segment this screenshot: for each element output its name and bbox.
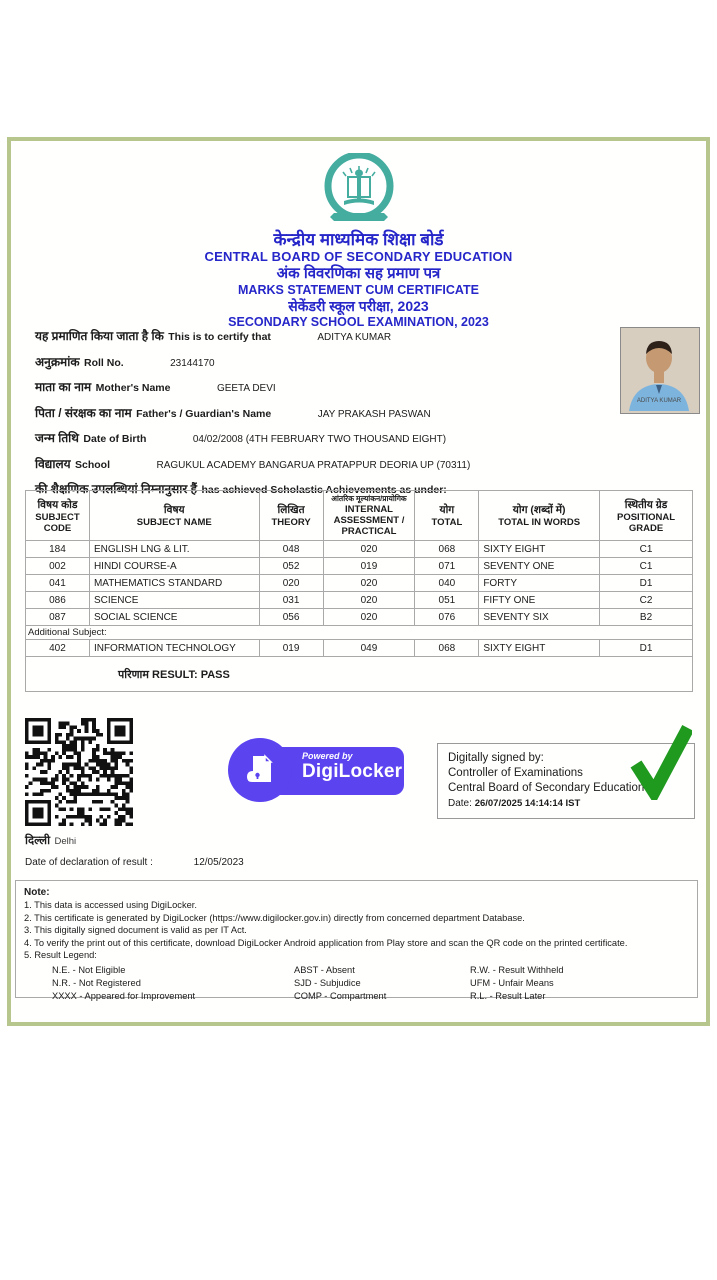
header-subject-name: [89, 491, 259, 541]
header-total: [415, 491, 479, 541]
student-details: [35, 329, 615, 507]
cell-words: SEVENTY SIX: [479, 609, 600, 626]
dob-row: [35, 431, 615, 447]
cell-internal: 019: [323, 558, 415, 575]
father-label-english: Father's / Guardian's Name: [136, 407, 272, 420]
header-hi: योग (शब्दों में): [512, 504, 566, 516]
cell-code: 402: [26, 640, 90, 657]
roll-row: [35, 355, 615, 371]
cell-total: 068: [415, 640, 479, 657]
header-en: INTERNAL ASSESSMENT / PRACTICAL: [333, 504, 405, 537]
certify-label-hindi: यह प्रमाणित किया जाता है कि: [35, 329, 164, 343]
result-legend: [52, 964, 689, 1003]
table-row: [26, 592, 693, 609]
cell-total: 071: [415, 558, 479, 575]
table-row: [26, 558, 693, 575]
student-name-value: ADITYA KUMAR: [317, 332, 392, 343]
declaration-label: Date of declaration of result :: [25, 857, 153, 868]
signature-date-label: Date:: [448, 798, 472, 809]
header-en: THEORY: [271, 517, 311, 528]
digilocker-badge: [228, 738, 404, 804]
table-header-row: [26, 491, 693, 541]
dob-label-english: Date of Birth: [83, 433, 147, 445]
cell-code: 184: [26, 541, 90, 558]
legend-item: R.W. - Result Withheld: [470, 964, 564, 975]
header-en: SUBJECT NAME: [136, 517, 212, 528]
exam-title-english: SECONDARY SCHOOL EXAMINATION, 2023: [228, 315, 489, 329]
cell-internal: 049: [323, 640, 415, 657]
roll-label-hindi: अनुक्रमांक: [35, 354, 80, 369]
digilocker-icon: [228, 738, 292, 802]
cell-code: 002: [26, 558, 90, 575]
mother-label-hindi: माता का नाम: [35, 380, 92, 394]
cell-code: 041: [26, 575, 90, 592]
roll-label-english: Roll No.: [84, 356, 124, 369]
cell-grade: D1: [600, 640, 693, 657]
additional-subject-row: [26, 626, 693, 640]
school-label-hindi: विद्यालय: [35, 456, 71, 471]
header-theory: [259, 491, 323, 541]
legend-column: [294, 964, 470, 1003]
note-line: 4. To verify the print out of this certificate, download DigiLocker Android application from Play store and scan the QR code on the printed certificate.: [24, 937, 628, 948]
doc-title-hindi: अंक विवरणिका सह प्रमाण पत्र: [276, 265, 441, 282]
achievements-label-hindi: की शैक्षणिक उपलब्धियां निम्नानुसार हैं: [35, 482, 198, 496]
header-positional-grade: [600, 491, 693, 541]
legend-column: [470, 964, 564, 1003]
header-en: TOTAL: [431, 517, 463, 528]
legend-item: XXXX - Appeared for Improvement: [52, 990, 196, 1001]
cell-internal: 020: [323, 575, 415, 592]
signer-title: Controller of Examinations: [448, 767, 583, 779]
cell-internal: 020: [323, 592, 415, 609]
digital-signature-box: [437, 743, 695, 819]
signed-by-label: Digitally signed by:: [448, 752, 544, 764]
header-en: TOTAL IN WORDS: [498, 517, 581, 528]
header-hi: आंतरिक मूल्यांकन/प्रायोगिक: [331, 494, 407, 503]
legend-item: N.E. - Not Eligible: [52, 964, 126, 975]
mother-label-english: Mother's Name: [95, 382, 171, 394]
cell-code: 086: [26, 592, 90, 609]
cell-theory: 031: [259, 592, 323, 609]
cell-grade: C2: [600, 592, 693, 609]
cell-internal: 020: [323, 541, 415, 558]
header-hi: स्थितीय ग्रेड: [624, 498, 668, 511]
cell-words: SIXTY EIGHT: [479, 541, 600, 558]
cell-total: 040: [415, 575, 479, 592]
cell-name: SCIENCE: [89, 592, 259, 609]
exam-title-hindi: सेकेंडरी स्कूल परीक्षा, 2023: [288, 298, 429, 314]
cell-total: 051: [415, 592, 479, 609]
father-row: [35, 406, 615, 422]
board-title-hindi: केन्द्रीय माध्यमिक शिक्षा बोर्ड: [273, 230, 444, 249]
school-label-english: School: [75, 458, 111, 471]
table-row: [26, 541, 693, 558]
additional-subject-label: Additional Subject:: [26, 626, 693, 640]
cell-code: 087: [26, 609, 90, 626]
note-line: 1. This data is accessed using DigiLocker.: [24, 900, 197, 910]
header-en: SUBJECT CODE: [35, 511, 80, 534]
certificate-header: [11, 230, 706, 330]
certify-row: [35, 329, 615, 345]
cell-words: FIFTY ONE: [479, 592, 600, 609]
header-subject-code: [26, 491, 90, 541]
legend-column: [52, 964, 294, 1003]
doc-title-english: MARKS STATEMENT CUM CERTIFICATE: [238, 283, 479, 297]
declaration-date-value: 12/05/2023: [193, 857, 244, 868]
note-title: Note:: [24, 887, 50, 898]
place-label: [25, 831, 76, 849]
mother-row: [35, 380, 615, 396]
place-english: Delhi: [54, 836, 77, 847]
mother-name-value: GEETA DEVI: [216, 383, 276, 394]
declaration-row: [25, 857, 244, 868]
marks-table: [25, 490, 693, 692]
signature-date-value: 26/07/2025 14:14:14 IST: [474, 798, 581, 809]
header-hi: लिखित: [277, 504, 305, 516]
cell-words: SEVENTY ONE: [479, 558, 600, 575]
cell-grade: C1: [600, 558, 693, 575]
legend-item: SJD - Subjudice: [294, 977, 361, 988]
cell-theory: 056: [259, 609, 323, 626]
cell-name: ENGLISH LNG & LIT.: [89, 541, 259, 558]
cell-name: MATHEMATICS STANDARD: [89, 575, 259, 592]
result-value: परिणाम RESULT: PASS: [26, 657, 693, 692]
cell-name: HINDI COURSE-A: [89, 558, 259, 575]
dob-value: 04/02/2008 (4TH FEBRUARY TWO THOUSAND EIGHT): [192, 434, 447, 445]
roll-no-value: 23144170: [170, 357, 215, 369]
place-hindi: दिल्ली: [25, 835, 51, 847]
header-total-in-words: [479, 491, 600, 541]
cell-total: 076: [415, 609, 479, 626]
dob-label-hindi: जन्म तिथि: [35, 431, 79, 445]
header-hi: योग: [439, 504, 455, 516]
father-label-hindi: पिता / संरक्षक का नाम: [35, 405, 132, 420]
school-row: [35, 457, 615, 473]
digilocker-text: [302, 751, 402, 782]
cbse-emblem-icon: [11, 153, 706, 234]
qr-code: [25, 718, 133, 826]
school-value: RAGUKUL ACADEMY BANGARUA PRATAPPUR DEORIA UP (70311): [156, 459, 471, 471]
cell-grade: C1: [600, 541, 693, 558]
cell-theory: 019: [259, 640, 323, 657]
cell-theory: 052: [259, 558, 323, 575]
cell-words: SIXTY EIGHT: [479, 640, 600, 657]
achievements-label-english: has achieved Scholastic Achievements as under:: [201, 484, 447, 496]
board-title-english: CENTRAL BOARD OF SECONDARY EDUCATION: [204, 249, 513, 264]
student-photo: [620, 327, 700, 414]
table-row: [26, 609, 693, 626]
legend-item: ABST - Absent: [294, 964, 355, 975]
result-row: [26, 657, 693, 692]
header-hi: विषय कोड: [37, 498, 78, 511]
header-hi: विषय: [163, 504, 185, 516]
legend-item: UFM - Unfair Means: [470, 977, 554, 988]
powered-by-label: Powered by: [302, 751, 353, 761]
table-row: [26, 640, 693, 657]
header-en: POSITIONAL GRADE: [617, 511, 676, 534]
table-row: [26, 575, 693, 592]
cell-grade: D1: [600, 575, 693, 592]
photo-caption: ADITYA KUMAR: [636, 398, 682, 404]
father-name-value: JAY PRAKASH PASWAN: [317, 408, 431, 420]
cell-name: INFORMATION TECHNOLOGY: [89, 640, 259, 657]
cell-theory: 020: [259, 575, 323, 592]
legend-item: COMP - Compartment: [294, 990, 387, 1001]
signer-org: Central Board of Secondary Education: [448, 782, 645, 794]
cell-theory: 048: [259, 541, 323, 558]
certificate-sheet: [7, 137, 710, 1026]
cell-internal: 020: [323, 609, 415, 626]
note-line: 2. This certificate is generated by DigiLocker (https://www.digilocker.gov.in) directly from concerned department Database.: [24, 912, 525, 923]
cell-words: FORTY: [479, 575, 600, 592]
legend-item: R.L. - Result Later: [470, 990, 546, 1001]
digilocker-label: DigiLocker: [302, 761, 403, 782]
verified-check-icon: [630, 722, 692, 805]
legend-item: N.R. - Not Registered: [52, 977, 141, 988]
cell-name: SOCIAL SCIENCE: [89, 609, 259, 626]
header-internal-assessment: [323, 491, 415, 541]
note-line: 5. Result Legend:: [24, 950, 97, 961]
cell-grade: B2: [600, 609, 693, 626]
cell-total: 068: [415, 541, 479, 558]
certify-label-english: This is to certify that: [168, 331, 271, 343]
note-box: [15, 880, 698, 1001]
note-line: 3. This digitally signed document is valid as per IT Act.: [24, 925, 247, 936]
